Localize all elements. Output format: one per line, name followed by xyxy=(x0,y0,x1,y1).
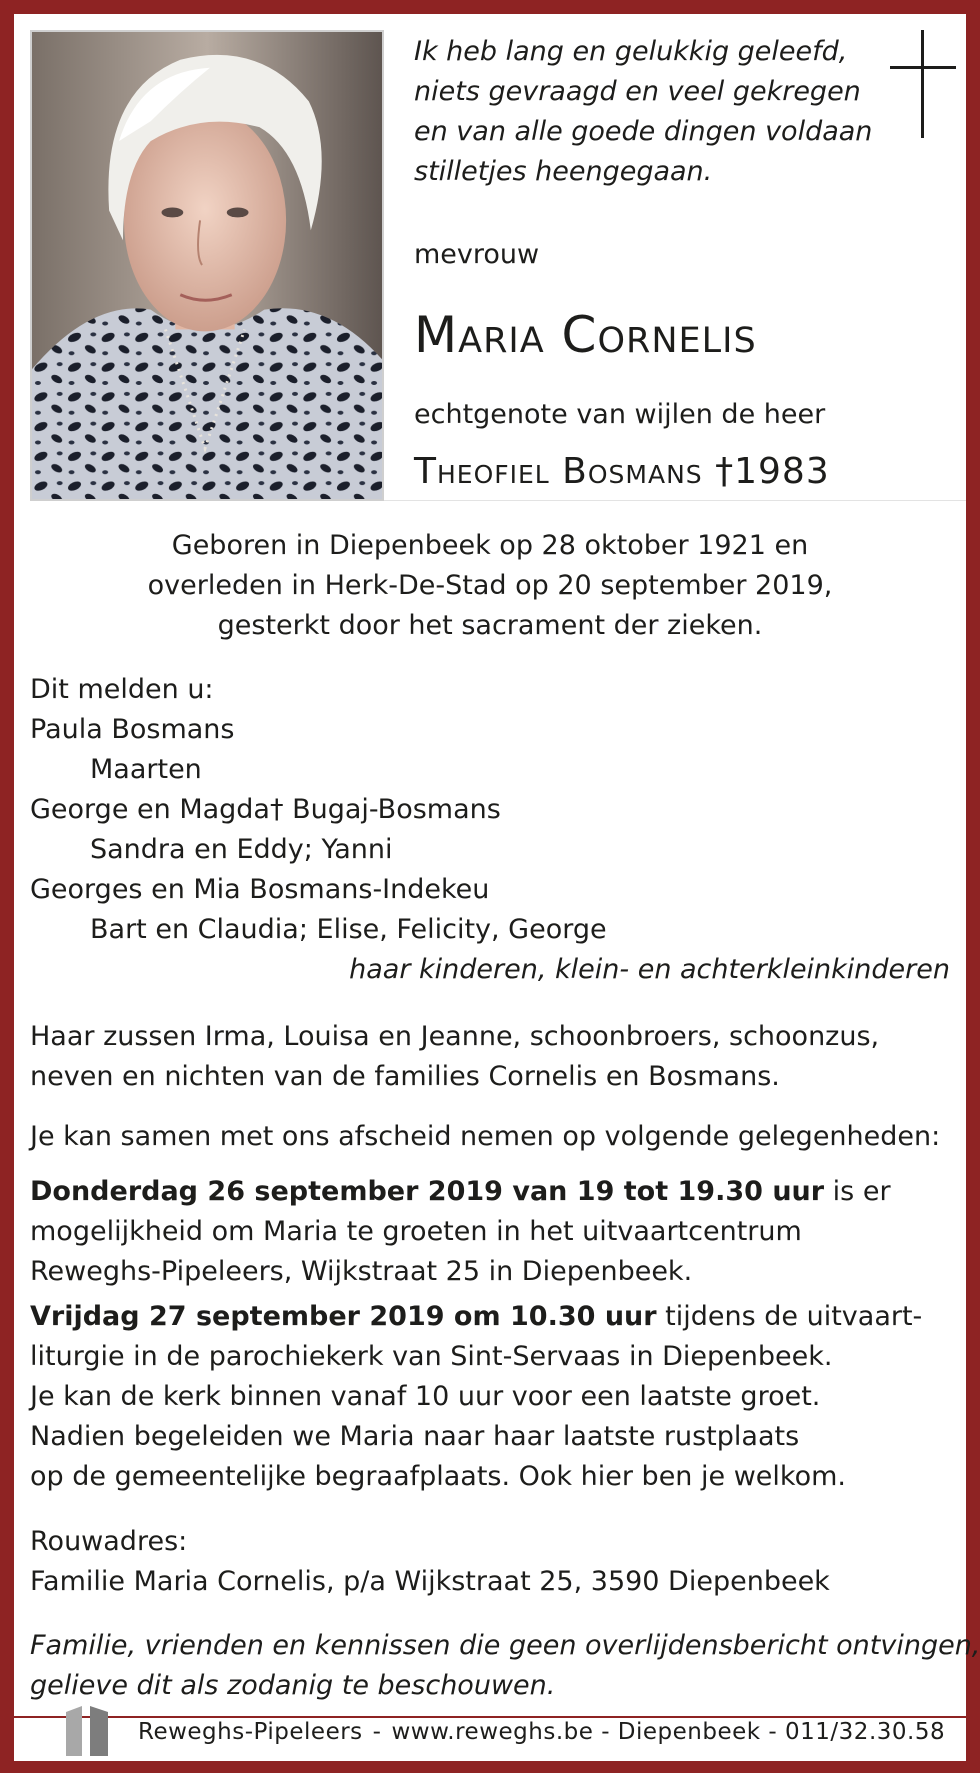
relatives xyxy=(30,1017,950,1097)
footer-company: Reweghs-Pipeleers xyxy=(138,1719,363,1745)
footer-contact xyxy=(138,1719,945,1745)
funeral-datetime: Vrijdag 27 september 2019 om 10.30 uur xyxy=(30,1301,657,1332)
family-row: Bart en Claudia; Elise, Felicity, George xyxy=(90,914,607,945)
viewing-location: Reweghs-Pipeleers, Wijkstraat 25 in Diepenbeek. xyxy=(30,1256,693,1287)
poem-line: en van alle goede dingen voldaan xyxy=(414,116,873,147)
poem-line: Ik heb lang en gelukkig geleefd, xyxy=(414,36,848,67)
honorific: mevrouw xyxy=(414,239,540,270)
family-list xyxy=(30,670,950,990)
poem-line: niets gevraagd en veel gekregen xyxy=(414,76,861,107)
portrait-image xyxy=(32,32,382,499)
family-row: Georges en Mia Bosmans-Indekeu xyxy=(30,874,490,905)
death-line: overleden in Herk-De-Stad op 20 september 2019, xyxy=(147,570,833,601)
deceased-name: Maria Cornelis xyxy=(414,306,757,364)
funeral-text: op de gemeentelijke begraafplaats. Ook hier ben je welkom. xyxy=(30,1461,846,1492)
closing-note xyxy=(30,1626,980,1706)
funeral-text: tijdens de uitvaart- xyxy=(656,1301,923,1332)
note-line: Familie, vrienden en kennissen die geen overlijdensbericht ontvingen, xyxy=(30,1630,980,1661)
funeral-text: Je kan de kerk binnen vanaf 10 uur voor een laatste groet. xyxy=(30,1381,821,1412)
portrait-photo xyxy=(30,30,384,501)
family-row: Paula Bosmans xyxy=(30,714,235,745)
funeral-text: Nadien begeleiden we Maria naar haar laatste rustplaats xyxy=(30,1421,800,1452)
address-label: Rouwadres: xyxy=(30,1526,188,1557)
viewing-session xyxy=(30,1172,950,1292)
family-intro: Dit melden u: xyxy=(30,674,214,705)
gatherings-intro xyxy=(30,1117,950,1157)
footer-details: www.reweghs.be - Diepenbeek - 011/32.30.58 xyxy=(391,1719,946,1745)
viewing-datetime: Donderdag 26 september 2019 van 19 tot 19.30 uur xyxy=(30,1176,825,1207)
family-signature: haar kinderen, klein- en achterkleinkinderen xyxy=(349,954,950,985)
divider xyxy=(384,500,966,501)
cross-icon xyxy=(890,30,956,142)
note-line: gelieve dit als zodanig te beschouwen. xyxy=(30,1670,556,1701)
family-row: Maarten xyxy=(90,754,202,785)
footer-separator: - xyxy=(372,1719,382,1745)
mourning-address xyxy=(30,1522,950,1602)
poem xyxy=(414,32,874,192)
address-value: Familie Maria Cornelis, p/a Wijkstraat 25, 3590 Diepenbeek xyxy=(30,1566,830,1597)
sacrament-line: gesterkt door het sacrament der zieken. xyxy=(217,610,763,641)
spouse-label: echtgenote van wijlen de heer xyxy=(414,399,826,430)
gatherings-intro-text: Je kan samen met ons afscheid nemen op volgende gelegenheden: xyxy=(30,1121,941,1152)
funeral-text: liturgie in de parochiekerk van Sint-Servaas in Diepenbeek. xyxy=(30,1341,833,1372)
family-row: Sandra en Eddy; Yanni xyxy=(90,834,393,865)
birth-death-details xyxy=(14,526,966,646)
poem-line: stilletjes heengegaan. xyxy=(414,156,713,187)
family-row: George en Magda† Bugaj-Bosmans xyxy=(30,794,501,825)
footer-divider xyxy=(14,1716,966,1718)
spouse-name: Theofiel Bosmans †1983 xyxy=(414,451,830,492)
relatives-line: neven en nichten van de families Cornelis en Bosmans. xyxy=(30,1061,780,1092)
viewing-text: mogelijkheid om Maria te groeten in het uitvaartcentrum xyxy=(30,1216,802,1247)
birth-line: Geboren in Diepenbeek op 28 oktober 1921 en xyxy=(171,530,809,561)
funeral-home-logo xyxy=(58,1704,116,1758)
funeral-session xyxy=(30,1297,950,1497)
viewing-text: is er xyxy=(824,1176,891,1207)
relatives-line: Haar zussen Irma, Louisa en Jeanne, schoonbroers, schoonzus, xyxy=(30,1021,880,1052)
